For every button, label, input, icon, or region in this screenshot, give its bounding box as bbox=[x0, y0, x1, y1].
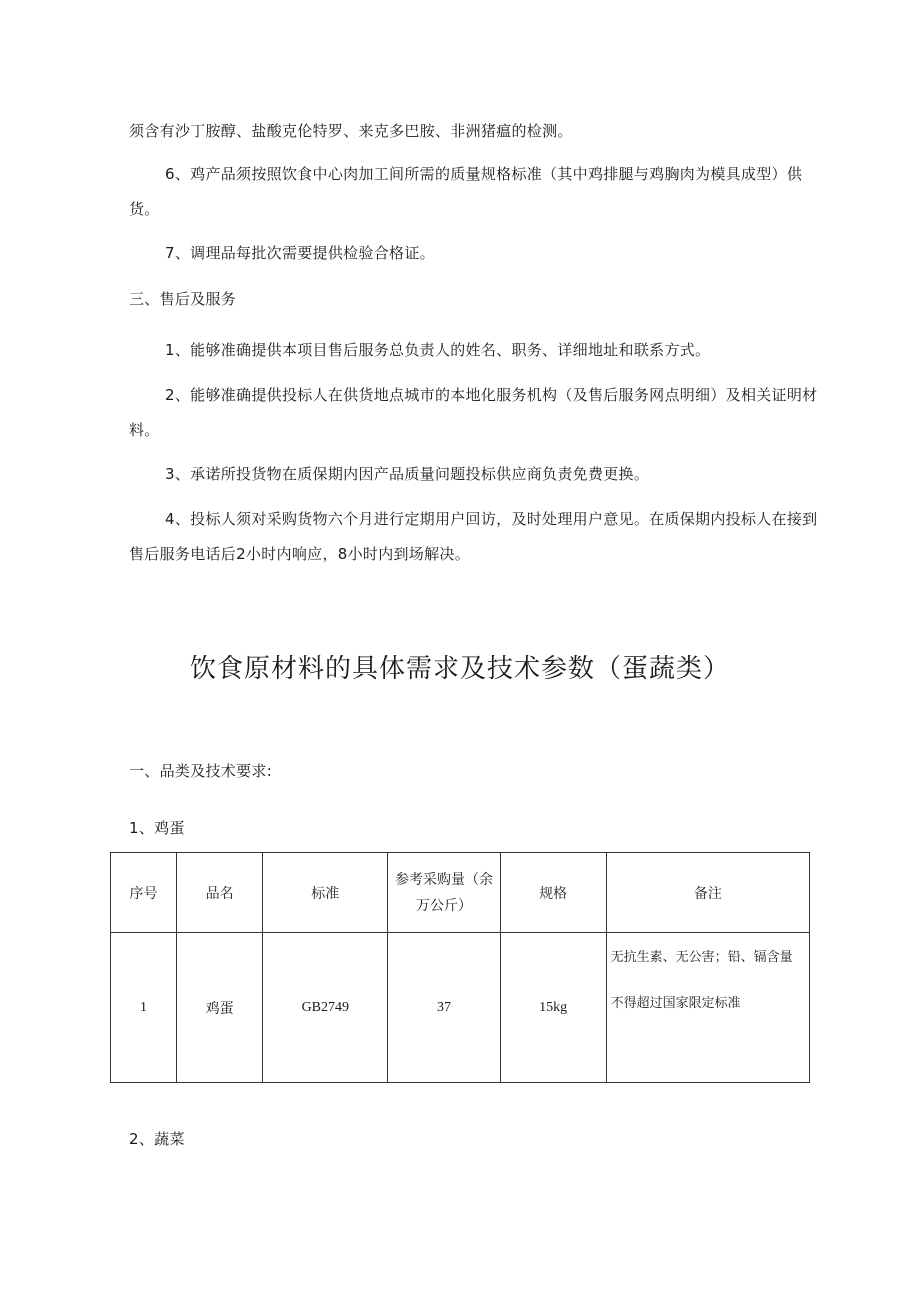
header-spec: 规格 bbox=[500, 853, 606, 933]
paragraph-item-7: 7、调理品每批次需要提供检验合格证。 bbox=[165, 244, 435, 262]
header-standard: 标准 bbox=[263, 853, 388, 933]
section-heading-categories: 一、品类及技术要求: bbox=[129, 762, 273, 780]
header-index: 序号 bbox=[111, 853, 177, 933]
cell-spec: 15kg bbox=[500, 933, 606, 1083]
header-quantity: 参考采购量（余万公斤） bbox=[388, 853, 500, 933]
cell-index: 1 bbox=[111, 933, 177, 1083]
table-row bbox=[111, 933, 810, 1083]
item-heading-eggs: 1、鸡蛋 bbox=[129, 819, 185, 837]
cell-remarks: 无抗生素、无公害；铅、镉含量不得超过国家限定标准 bbox=[606, 933, 809, 1083]
item-heading-vegetables: 2、蔬菜 bbox=[129, 1130, 185, 1148]
paragraph-service-1: 1、能够准确提供本项目售后服务总负责人的姓名、职务、详细地址和联系方式。 bbox=[165, 341, 711, 359]
paragraph-item-6: 6、鸡产品须按照饮食中心肉加工间所需的质量规格标准（其中鸡排腿与鸡胸肉为模具成型）供货。 bbox=[129, 165, 803, 218]
section-heading-after-sales: 三、售后及服务 bbox=[129, 290, 237, 308]
egg-spec-table bbox=[110, 852, 810, 1083]
cell-standard: GB2749 bbox=[263, 933, 388, 1083]
paragraph-service-4: 4、投标人须对采购货物六个月进行定期用户回访，及时处理用户意见。在质保期内投标人在接到售后服务电话后2小时内响应，8小时内到场解决。 bbox=[129, 510, 818, 563]
cell-product-name: 鸡蛋 bbox=[177, 933, 263, 1083]
header-remarks: 备注 bbox=[606, 853, 809, 933]
cell-quantity: 37 bbox=[388, 933, 500, 1083]
paragraph-service-3: 3、承诺所投货物在质保期内因产品质量问题投标供应商负责免费更换。 bbox=[165, 465, 650, 483]
paragraph-service-2: 2、能够准确提供投标人在供货地点城市的本地化服务机构（及售后服务网点明细）及相关证明材料。 bbox=[129, 386, 818, 439]
header-product-name: 品名 bbox=[177, 853, 263, 933]
paragraph-detection-requirement: 须含有沙丁胺醇、盐酸克伦特罗、来克多巴胺、非洲猪瘟的检测。 bbox=[129, 122, 573, 140]
table-header-row bbox=[111, 853, 810, 933]
document-title: 饮食原材料的具体需求及技术参数（蛋蔬类） bbox=[189, 654, 730, 684]
